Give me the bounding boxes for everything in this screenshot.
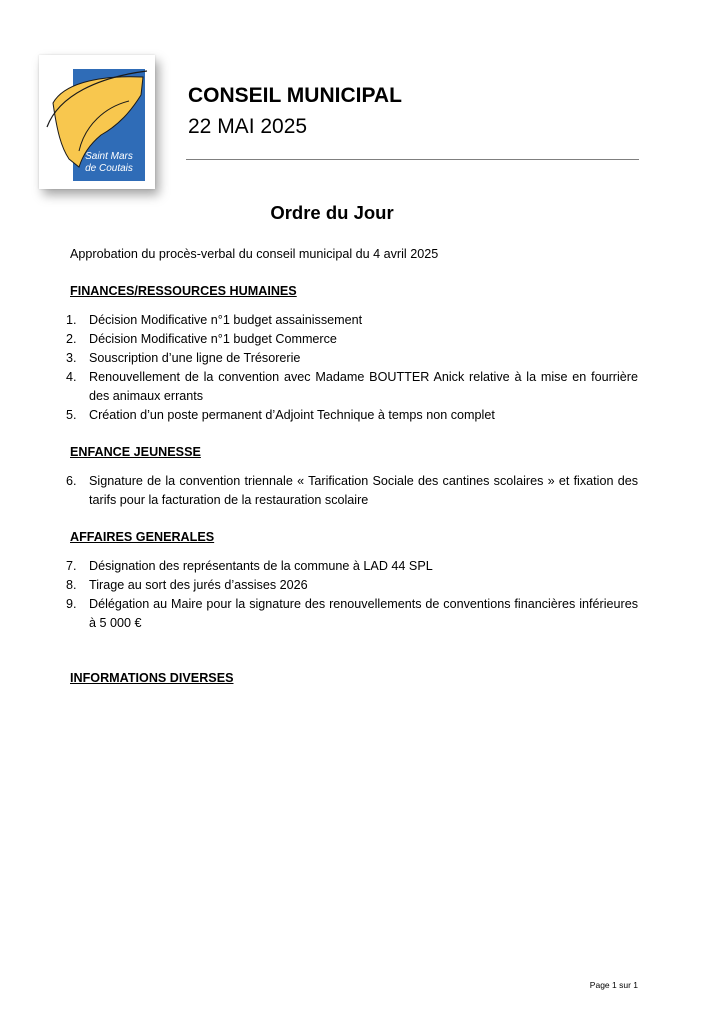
item-text: Renouvellement de la convention avec Madame BOUTTER Anick relative à la mise en fourrière des animaux errants <box>89 370 638 403</box>
section-informations-diverses: INFORMATIONS DIVERSES <box>70 671 234 685</box>
item-number: 8. <box>66 578 77 592</box>
item-number: 2. <box>66 332 77 346</box>
header-date: 22 MAI 2025 <box>188 115 308 138</box>
item-number: 7. <box>66 559 77 573</box>
agenda-list <box>66 311 638 425</box>
logo-graphic <box>39 55 155 189</box>
agenda-list <box>66 472 638 510</box>
item-text: Souscription d’une ligne de Trésorerie <box>89 351 301 365</box>
header-divider <box>186 159 639 160</box>
item-number: 3. <box>66 351 77 365</box>
agenda-item <box>66 472 638 510</box>
section-affaires-generales <box>66 528 638 633</box>
item-text: Décision Modificative n°1 budget assainissement <box>89 313 363 327</box>
item-text: Désignation des représentants de la commune à LAD 44 SPL <box>89 559 433 573</box>
intro-line: Approbation du procès-verbal du conseil municipal du 4 avril 2025 <box>70 247 439 261</box>
item-text: Tirage au sort des jurés d’assises 2026 <box>89 578 308 592</box>
item-text: Décision Modificative n°1 budget Commerce <box>89 332 337 346</box>
item-text: Signature de la convention triennale « Tarification Sociale des cantines scolaires » et fixation des tarifs pour la facturation de la restauration scolaire <box>89 474 638 507</box>
agenda-item <box>66 406 638 425</box>
item-number: 9. <box>66 597 77 611</box>
municipal-logo <box>39 55 155 189</box>
page-number: Page 1 sur 1 <box>589 980 638 990</box>
agenda-item <box>66 330 638 349</box>
agenda-item <box>66 349 638 368</box>
agenda-item <box>66 576 638 595</box>
agenda-item <box>66 311 638 330</box>
item-number: 1. <box>66 313 77 327</box>
section-title: AFFAIRES GENERALES <box>70 530 215 544</box>
agenda-list <box>66 557 638 633</box>
section-finances <box>66 282 638 425</box>
item-number: 4. <box>66 370 77 384</box>
item-text: Création d’un poste permanent d’Adjoint Technique à temps non complet <box>89 408 495 422</box>
agenda-item <box>66 557 638 576</box>
section-enfance-jeunesse <box>66 443 638 510</box>
logo-text-line1: Saint Mars <box>85 151 133 162</box>
item-number: 6. <box>66 474 77 488</box>
item-number: 5. <box>66 408 77 422</box>
agenda-body <box>66 245 638 698</box>
header-title: CONSEIL MUNICIPAL <box>188 84 402 107</box>
item-text: Délégation au Maire pour la signature des renouvellements de conventions financières inférieures à 5 000 € <box>89 597 638 630</box>
agenda-item <box>66 368 638 406</box>
agenda-heading: Ordre du Jour <box>270 202 394 223</box>
section-title: FINANCES/RESSOURCES HUMAINES <box>70 284 297 298</box>
section-title: ENFANCE JEUNESSE <box>70 445 201 459</box>
agenda-item <box>66 595 638 633</box>
logo-text-line2: de Coutais <box>85 163 133 174</box>
